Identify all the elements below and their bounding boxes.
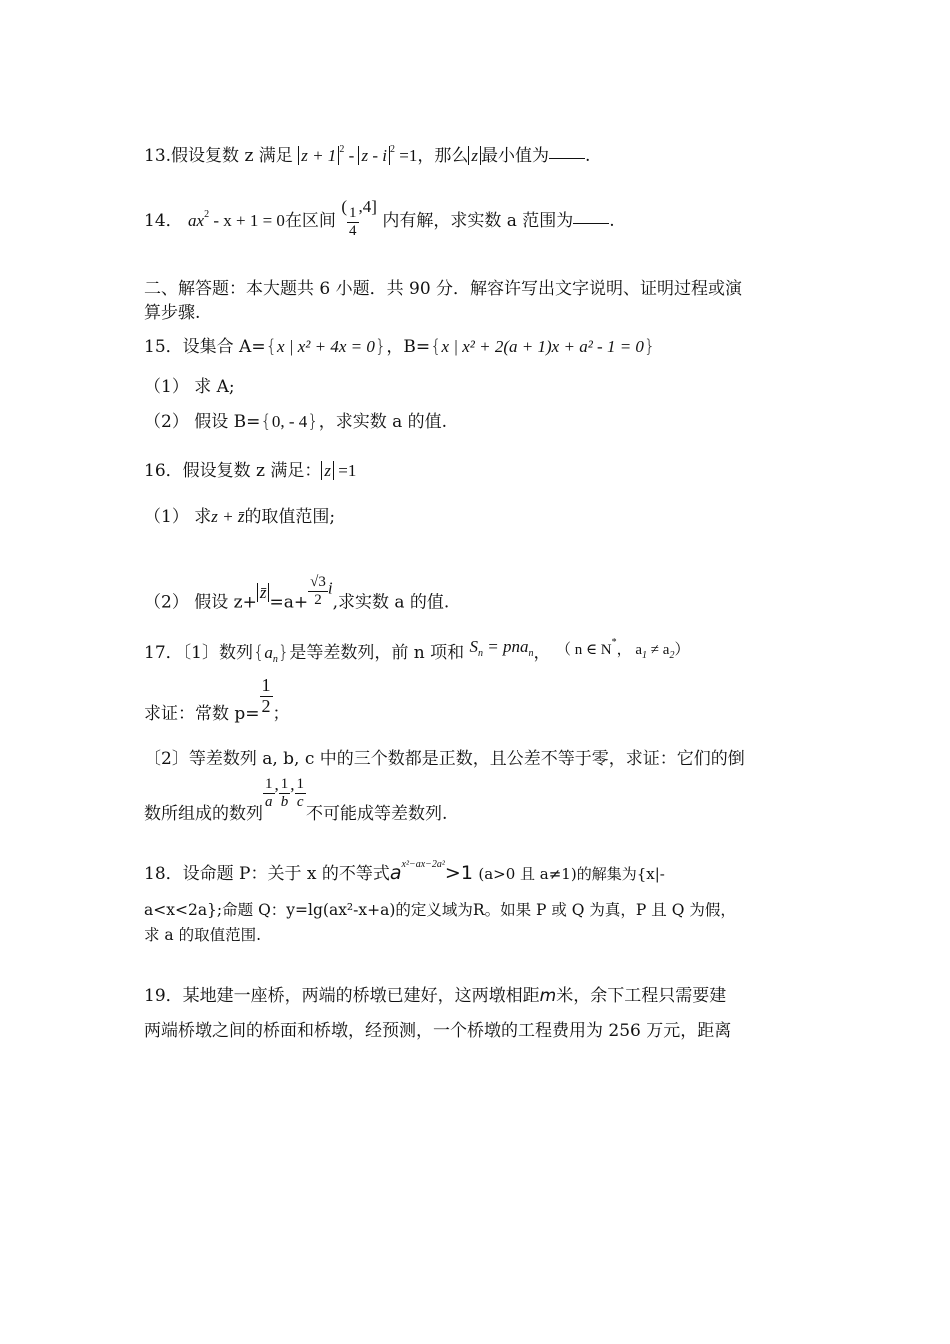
question-text: 内有解，求实数 a 范围为 <box>382 211 574 231</box>
question-18-cont2: 求 a 的取值范围. <box>144 926 262 944</box>
section-heading-cont: 算步骤. <box>144 303 201 323</box>
question-15-part-1: （1） 求 A; <box>144 377 235 397</box>
equation: $ax^2 - x + 1 = 0$ <box>188 209 285 230</box>
answer-blank <box>573 222 609 224</box>
interval: ( $\frac{1}{4}$ ,4] <box>341 197 377 239</box>
question-number: 19． <box>144 986 183 1006</box>
question-number: 18． <box>144 864 183 884</box>
question-number: 16． <box>144 461 183 481</box>
question-19: 19．某地建一座桥，两端的桥墩已建好，这两墩相距m米，余下工程只需要建 <box>144 986 727 1006</box>
question-16: 16．假设复数 z 满足： z =1 <box>144 461 357 481</box>
question-17-proof: 求证：常数 p= $\frac{1}{2}$ ； <box>144 675 290 724</box>
question-number: 13. <box>144 146 172 166</box>
question-text: ，那么 <box>417 146 469 166</box>
question-19-cont: 两端桥墩之间的桥面和桥墩，经预测，一个桥墩的工程费用为 256 万元，距离 <box>144 1021 732 1041</box>
question-16-part-1: （1） 求z + z̄的取值范围; <box>144 507 336 527</box>
question-18-cont: a<x<2a};命题 Q：y=lg(ax²-x+a)的定义域为R。如果 P 或 Q 为真，P 且 Q 为假， <box>144 901 736 919</box>
question-17: 17．〔1〕数列$\{a_n\}$是等差数列，前 n 项和 $S_n = pna_n$， （ n ∈ N*， $a_1 \ne a_2$） <box>144 637 690 665</box>
question-number: 17． <box>144 643 183 663</box>
section-heading: 二、解答题：本大题共 6 小题．共 90 分．解容许写出文字说明、证明过程或演 <box>144 279 743 299</box>
set-b: x | x² + 2(a + 1)x + a² - 1 = 0 <box>441 337 644 356</box>
question-18: 18．设命题 P：关于 x 的不等式$a^{x^2-ax-2a^2}>1$ (a>0 且 a≠1)的解集为{x|- <box>144 859 665 884</box>
equation: z + 1 $^2$ - z - i $^2$ =1 <box>298 146 417 165</box>
question-text: 设集合 A= <box>182 337 266 357</box>
question-14: 14． $ax^2 - x + 1 = 0$在区间 ( $\frac{1}{4}$ ,4] 内有解，求实数 a 范围为 . <box>144 197 615 239</box>
question-text: 在区间 <box>284 211 336 231</box>
set-a: x | x² + 4x = 0 <box>277 337 375 356</box>
question-17-part-2: 〔2〕等差数列 a, b, c 中的三个数都是正数，且公差不等于零，求证：它们的倒 <box>144 749 745 769</box>
question-15: 15．设集合 A={x | x² + 4x = 0}，B={x | x² + 2(a + 1)x + a² - 1 = 0} <box>144 336 656 357</box>
question-number: 14． <box>144 211 183 231</box>
question-text: 假设复数 z 满足 <box>171 146 293 166</box>
answer-blank <box>549 157 585 159</box>
question-number: 15． <box>144 337 183 357</box>
abs-z: z <box>468 146 481 165</box>
question-text: ，B= <box>386 337 431 357</box>
question-text: 最小值为 <box>480 146 549 166</box>
question-16-part-2: （2） 假设 z+z̄=a+ $\frac{√3}{2}$ i,求实数 a 的值. <box>144 574 450 613</box>
question-17-part-2-cont: 数所组成的数列 $\frac{1}{a}$ , $\frac{1}{b}$ , $\frac{1}{c}$ 不可能成等差数列. <box>144 775 448 824</box>
question-text: 假设复数 z 满足： <box>182 461 322 481</box>
question-13: 13.假设复数 z 满足 z + 1 $^2$ - z - i $^2$ =1，那么 z 最小值为 . <box>144 144 591 166</box>
question-15-part-2: （2） 假设 B={0, - 4}，求实数 a 的值. <box>144 411 448 432</box>
